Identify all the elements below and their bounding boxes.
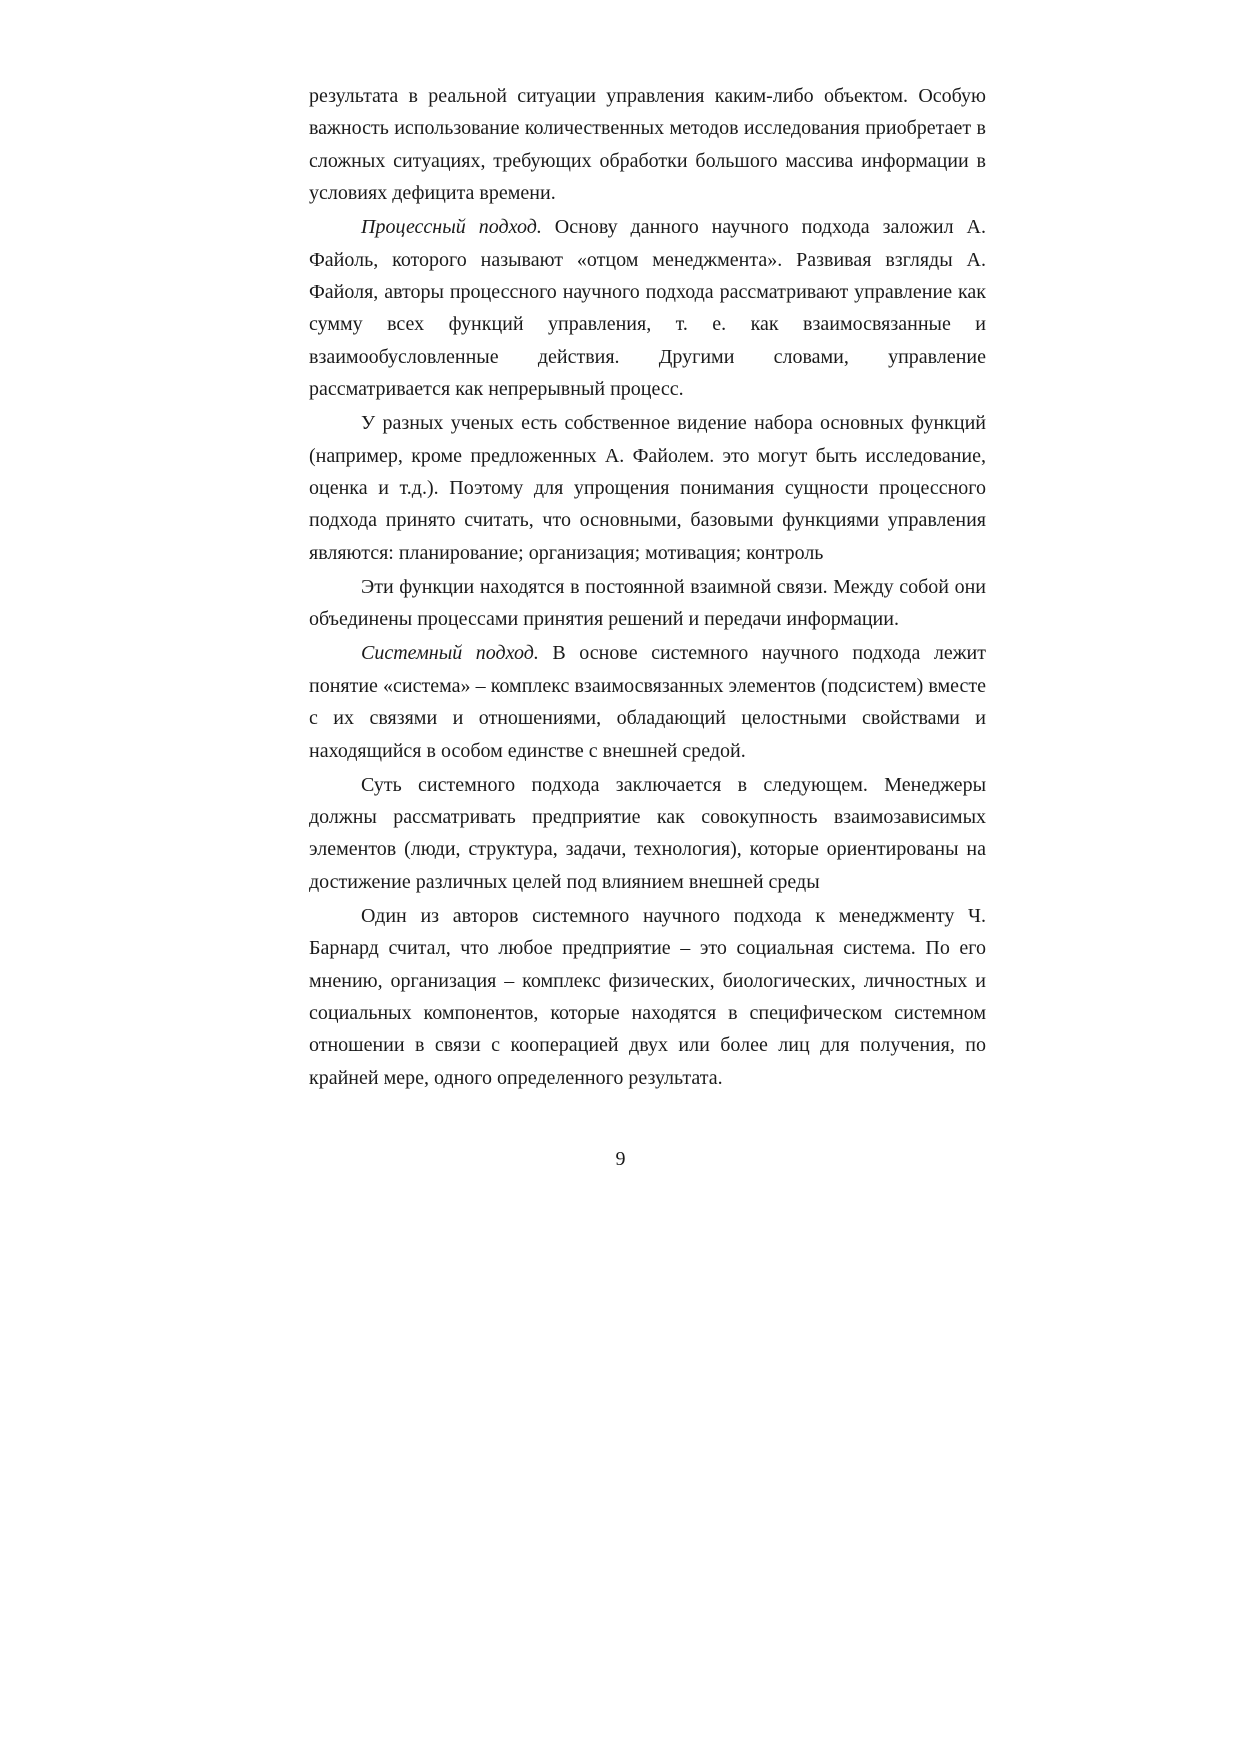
document-body [309, 80, 986, 1096]
paragraph-6-text: Суть системного подхода заключается в следующем. Менеджеры должны рассматривать предприятие как совокупность взаимозависимых элементов (люди, структура, задачи, технология), которые ориентированы на достижение различных целей под влиянием внешней среды [309, 773, 986, 893]
paragraph-5-lead: Системный подход. [361, 642, 539, 665]
paragraph-5 [309, 637, 986, 767]
paragraph-4 [309, 571, 986, 636]
paragraph-4-text: Эти функции находятся в постоянной взаимной связи. Между собой они объединены процессами принятия решений и передачи информации. [309, 575, 986, 631]
paragraph-3-text: У разных ученых есть собственное видение набора основных функций (например, кроме предложенных А. Файолем. это могут быть исследование, оценка и т.д.). Поэтому для упрощения понимания сущности процессного подхода принято считать, что основными, базовыми функциями управления являются: планирование; организация; мотивация; контроль [309, 412, 986, 564]
paragraph-1-text: результата в реальной ситуации управления каким-либо объектом. Особую важность использование количественных методов исследования приобретает в сложных ситуациях, требующих обработки большого массива информации в условиях дефицита времени. [309, 85, 986, 205]
paragraph-6 [309, 769, 986, 899]
paragraph-1 [309, 80, 986, 210]
paragraph-7 [309, 900, 986, 1094]
paragraph-2 [309, 211, 986, 405]
paragraph-2-text: Основу данного научного подхода заложил А. Файоль, которого называют «отцом менеджмента». Развивая взгляды А. Файоля, авторы процессного научного подхода рассматривают управление как сумму всех функций управления, т. е. как взаимосвязанные и взаимообусловленные действия. Другими словами, управление рассматривается как непрерывный процесс. [309, 216, 986, 401]
paragraph-7-text: Один из авторов системного научного подхода к менеджменту Ч. Барнард считал, что любое предприятие – это социальная система. По его мнению, организация – комплекс физических, биологических, личностных и социальных компонентов, которые находятся в специфическом системном отношении в связи с кооперацией двух или более лиц для получения, по крайней мере, одного определенного результата. [309, 904, 986, 1089]
paragraph-3 [309, 407, 986, 569]
paragraph-5-text: В основе системного научного подхода лежит понятие «система» – комплекс взаимосвязанных элементов (подсистем) вместе с их связями и отношениями, обладающий целостными свойствами и находящийся в особом единстве с внешней средой. [309, 642, 986, 762]
paragraph-2-lead: Процессный подход. [361, 216, 542, 239]
page-number: 9 [615, 1148, 626, 1170]
